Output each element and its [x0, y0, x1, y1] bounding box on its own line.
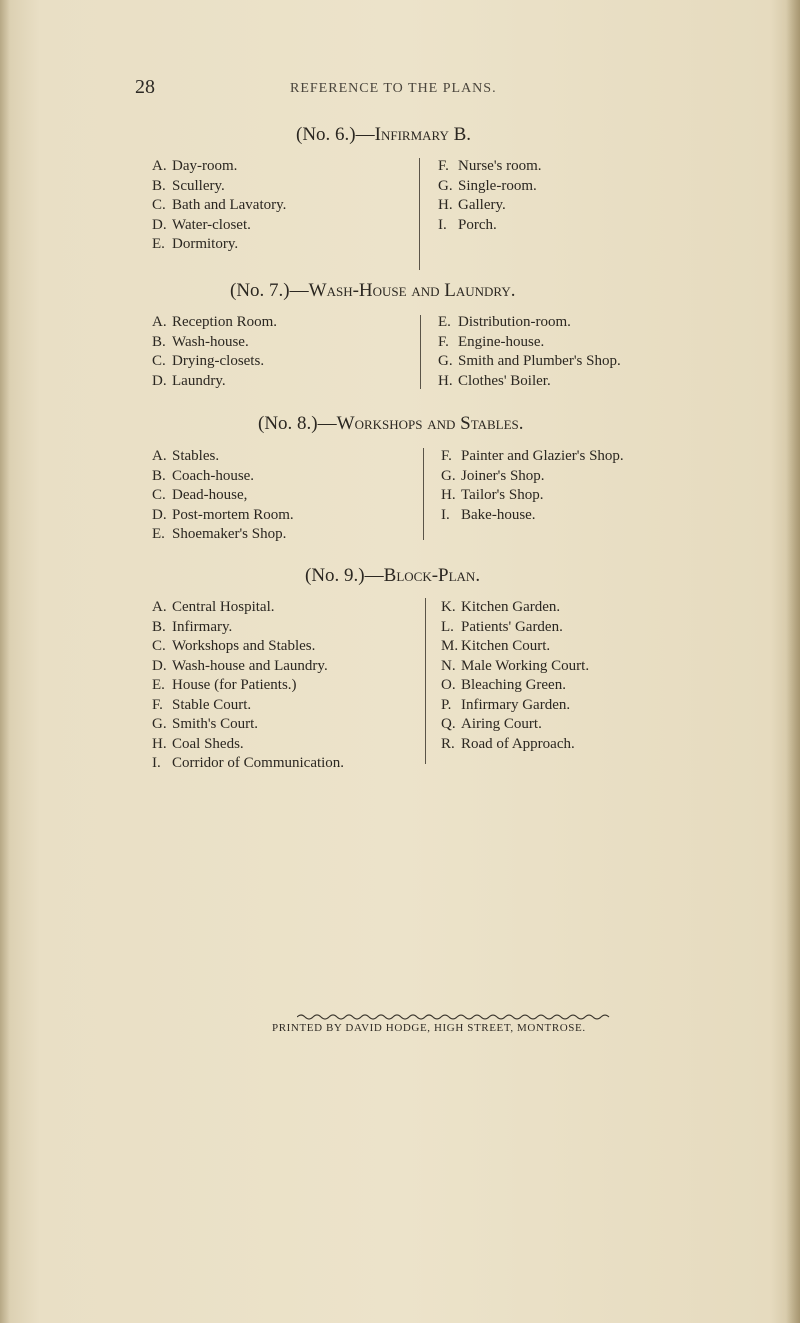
legend-key: I. — [152, 755, 161, 771]
legend-key: O. — [441, 677, 456, 693]
section-title-9: (No. 9.)—Block-Plan. — [305, 565, 481, 586]
column-divider — [423, 448, 424, 540]
legend-item — [441, 676, 589, 696]
legend-label: Joiner's Shop. — [461, 467, 545, 484]
legend-key: D. — [152, 657, 167, 674]
legend-label: Single-room. — [458, 177, 537, 194]
legend-key: B. — [152, 618, 166, 635]
legend-item — [438, 333, 621, 353]
legend-label: Scullery. — [172, 177, 225, 194]
legend-left-column — [152, 157, 286, 255]
legend-label: Nurse's room. — [458, 158, 542, 174]
legend-item — [441, 637, 589, 657]
legend-item — [152, 486, 294, 506]
legend-item — [152, 467, 294, 487]
legend-key: G. — [438, 177, 453, 194]
legend-label: Bleaching Green. — [461, 677, 566, 693]
legend-item — [152, 637, 344, 657]
legend-label: Drying-closets. — [172, 353, 265, 369]
legend-key: D. — [152, 216, 167, 233]
legend-key: I. — [438, 216, 447, 233]
legend-label: Smith's Court. — [172, 716, 259, 732]
section-heading: Infirmary B. — [374, 124, 472, 145]
legend-item — [438, 196, 542, 216]
legend-item — [152, 333, 277, 353]
legend-label: Infirmary. — [172, 618, 233, 635]
legend-item — [152, 696, 344, 716]
legend-label: Infirmary Garden. — [461, 696, 571, 713]
legend-key: E. — [152, 236, 165, 252]
legend-key: A. — [152, 599, 167, 615]
legend-item — [152, 447, 294, 467]
legend-item — [438, 157, 542, 177]
legend-key: D. — [152, 372, 167, 389]
legend-key: Q. — [441, 716, 456, 732]
legend-item — [152, 157, 286, 177]
legend-item — [438, 352, 621, 372]
page-edge-right — [786, 0, 800, 1323]
legend-label: Corridor of Communication. — [172, 755, 345, 771]
page-number: 28 — [135, 76, 155, 98]
legend-label: Gallery. — [458, 197, 506, 213]
legend-item — [152, 657, 344, 677]
legend-left-column — [152, 598, 344, 774]
legend-key: M. — [441, 638, 459, 654]
legend-label: Smith and Plumber's Shop. — [458, 353, 621, 369]
legend-label: Clothes' Boiler. — [458, 372, 551, 389]
legend-item — [152, 618, 344, 638]
legend-label: Dormitory. — [172, 236, 239, 252]
legend-item — [441, 447, 624, 467]
section-heading: Block-Plan. — [383, 565, 481, 586]
legend-key: H. — [152, 735, 167, 752]
legend-key: K. — [441, 599, 456, 615]
page-edge-left — [0, 0, 10, 1323]
legend-item — [152, 216, 286, 236]
legend-label: Distribution-room. — [458, 314, 571, 330]
legend-key: H. — [438, 372, 453, 389]
legend-key: G. — [152, 716, 167, 732]
legend-label: Kitchen Court. — [461, 638, 551, 654]
legend-key: E. — [438, 314, 451, 330]
legend-key: E. — [152, 677, 165, 693]
legend-key: P. — [441, 696, 452, 713]
section-heading: Wash-House and Laundry. — [308, 280, 516, 301]
legend-label: Stables. — [172, 448, 220, 464]
legend-label: Porch. — [458, 216, 497, 233]
column-divider — [425, 598, 426, 764]
legend-label: Workshops and Stables. — [172, 638, 316, 654]
legend-label: Stable Court. — [172, 696, 252, 713]
legend-key: H. — [441, 487, 456, 503]
legend-key: L. — [441, 618, 454, 635]
section-number: (No. 9.) — [305, 565, 365, 586]
legend-right-column — [438, 313, 621, 391]
decorative-wavy-rule — [297, 1013, 613, 1021]
legend-key: C. — [152, 353, 166, 369]
legend-label: Day-room. — [172, 158, 238, 174]
column-divider — [420, 315, 421, 389]
legend-label: Central Hospital. — [172, 599, 275, 615]
legend-key: E. — [152, 526, 165, 542]
legend-item — [441, 486, 624, 506]
legend-item — [152, 506, 294, 526]
legend-label: Coach-house. — [172, 467, 255, 484]
legend-right-column — [438, 157, 542, 235]
printer-imprint: PRINTED BY DAVID HODGE, HIGH STREET, MONTROSE. — [272, 1022, 586, 1034]
legend-label: Engine-house. — [458, 333, 545, 350]
legend-key: N. — [441, 657, 456, 674]
legend-right-column — [441, 447, 624, 525]
legend-label: Reception Room. — [172, 314, 277, 330]
legend-key: G. — [438, 353, 453, 369]
legend-item — [152, 177, 286, 197]
legend-key: C. — [152, 638, 166, 654]
legend-label: Wash-house and Laundry. — [172, 657, 328, 674]
legend-item — [152, 352, 277, 372]
legend-key: I. — [441, 506, 450, 523]
legend-label: Coal Sheds. — [172, 735, 244, 752]
legend-key: B. — [152, 177, 166, 194]
legend-key: R. — [441, 735, 455, 752]
legend-item — [441, 735, 589, 755]
legend-item — [152, 525, 294, 545]
legend-item — [152, 735, 344, 755]
legend-label: Shoemaker's Shop. — [172, 526, 287, 542]
legend-label: Bake-house. — [461, 506, 536, 523]
legend-label: House (for Patients.) — [172, 677, 297, 693]
legend-item — [152, 372, 277, 392]
column-divider — [419, 158, 420, 270]
legend-label: Male Working Court. — [461, 657, 590, 674]
legend-key: G. — [441, 467, 456, 484]
legend-item — [152, 676, 344, 696]
legend-item — [152, 754, 344, 774]
legend-right-column — [441, 598, 589, 754]
legend-key: F. — [438, 158, 449, 174]
legend-item — [441, 467, 624, 487]
legend-label: Bath and Lavatory. — [172, 197, 287, 213]
legend-item — [152, 598, 344, 618]
legend-label: Tailor's Shop. — [461, 487, 544, 503]
legend-item — [441, 506, 624, 526]
legend-label: Kitchen Garden. — [461, 599, 561, 615]
legend-item — [441, 618, 589, 638]
legend-key: C. — [152, 487, 166, 503]
section-title-7: (No. 7.)—Wash-House and Laundry. — [230, 280, 516, 301]
legend-item — [152, 313, 277, 333]
legend-item — [152, 235, 286, 255]
legend-key: A. — [152, 448, 167, 464]
section-number: (No. 8.) — [258, 413, 318, 434]
legend-label: Wash-house. — [172, 333, 249, 350]
legend-item — [441, 696, 589, 716]
legend-left-column — [152, 313, 277, 391]
legend-key: A. — [152, 314, 167, 330]
legend-item — [152, 196, 286, 216]
section-title-6: (No. 6.)—Infirmary B. — [296, 124, 472, 145]
legend-key: B. — [152, 333, 166, 350]
legend-key: F. — [438, 333, 449, 350]
section-number: (No. 6.) — [296, 124, 356, 145]
running-head: REFERENCE TO THE PLANS. — [290, 81, 497, 96]
legend-label: Patients' Garden. — [461, 618, 563, 635]
legend-item — [438, 313, 621, 333]
section-heading: Workshops and Stables. — [336, 413, 524, 434]
legend-key: D. — [152, 506, 167, 523]
legend-label: Laundry. — [172, 372, 226, 389]
legend-label: Road of Approach. — [461, 735, 575, 752]
legend-item — [441, 598, 589, 618]
legend-label: Post-mortem Room. — [172, 506, 294, 523]
legend-item — [438, 216, 542, 236]
legend-key: A. — [152, 158, 167, 174]
legend-key: H. — [438, 197, 453, 213]
legend-key: B. — [152, 467, 166, 484]
legend-label: Airing Court. — [461, 716, 542, 732]
legend-item — [438, 372, 621, 392]
legend-label: Water-closet. — [172, 216, 251, 233]
legend-key: F. — [152, 696, 163, 713]
legend-item — [441, 715, 589, 735]
legend-item — [441, 657, 589, 677]
legend-label: Dead-house, — [172, 487, 248, 503]
legend-key: F. — [441, 448, 452, 464]
section-title-8: (No. 8.)—Workshops and Stables. — [258, 413, 524, 434]
legend-key: C. — [152, 197, 166, 213]
legend-label: Painter and Glazier's Shop. — [461, 448, 624, 464]
section-number: (No. 7.) — [230, 280, 290, 301]
legend-item — [152, 715, 344, 735]
legend-left-column — [152, 447, 294, 545]
legend-item — [438, 177, 542, 197]
